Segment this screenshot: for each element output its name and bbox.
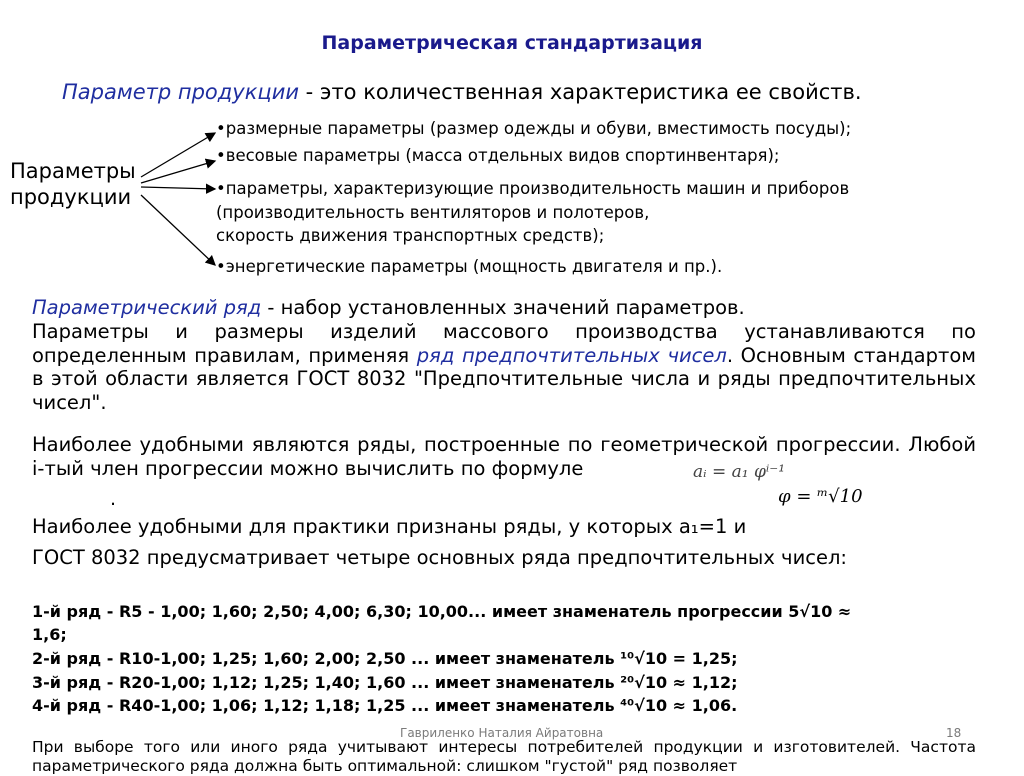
series-definition-text: - набор установленных значений параметров. — [261, 296, 745, 319]
page-title: Параметрическая стандартизация — [321, 32, 703, 54]
definition-paragraph — [62, 78, 970, 107]
arrow-1 — [141, 133, 215, 177]
bullet-item: •энергетические параметры (мощность двигателя и пр.). — [216, 257, 723, 276]
paragraph-gost-series: ГОСТ 8032 предусматривает четыре основных ряда предпочтительных чисел: — [32, 546, 848, 569]
series-line: 3-й ряд - R20-1,00; 1,12; 1,25; 1,40; 1,60 ... имеет знаменатель ²⁰√10 ≈ 1,12; — [32, 673, 738, 692]
series-line: 1,6; — [32, 625, 67, 644]
definition-text: - это количественная характеристика ее свойств. — [299, 80, 862, 104]
definition-term: Параметр продукции — [62, 80, 299, 104]
series-line: 2-й ряд - R10-1,00; 1,25; 1,60; 2,00; 2,50 ... имеет знаменатель ¹⁰√10 = 1,25; — [32, 649, 738, 668]
series-term: Параметрический ряд — [32, 296, 262, 319]
standards-text-b: . Основным стандартом в этой области является ГОСТ 8032 "Предпочтительные числа и ряды предпочтительных чисел". — [32, 343, 977, 414]
bullet-item-continued: скорость движения транспортных средств); — [216, 226, 605, 245]
preferred-numbers-term: ряд предпочтительных чисел — [416, 343, 727, 367]
arrow-4 — [141, 195, 215, 265]
series-line: 1-й ряд - R5 - 1,00; 1,60; 2,50; 4,00; 6,30; 10,00... имеет знаменатель прогрессии 5√10 ≈ — [32, 602, 852, 621]
paragraph-series-definition — [32, 296, 976, 320]
formula-term: aᵢ = a₁ φⁱ⁻¹ — [693, 462, 786, 482]
params-label: Параметры продукции — [10, 159, 136, 209]
arrow-3 — [141, 187, 215, 189]
series-line: 4-й ряд - R40-1,00; 1,06; 1,12; 1,18; 1,25 ... имеет знаменатель ⁴⁰√10 ≈ 1,06. — [32, 696, 738, 715]
paragraph-geometric-progression: Наиболее удобными являются ряды, построенные по геометрической прогрессии. Любой i-тый член прогрессии можно вычислить по формуле — [32, 433, 976, 480]
paragraph-standards — [32, 320, 976, 414]
paragraph-first-term: Наиболее удобными для практики признаны ряды, у которых a₁=1 и — [32, 515, 747, 538]
arrow-2 — [141, 161, 215, 183]
bullet-item: •размерные параметры (размер одежды и обуви, вместимость посуды); — [216, 119, 852, 138]
formula-dot: . — [110, 488, 117, 510]
footer-author: Гавриленко Наталия Айратовна — [400, 726, 604, 740]
formula-denominator: φ = ᵐ√10 — [778, 486, 863, 507]
bullet-item-continued: (производительность вентиляторов и полотеров, — [216, 203, 650, 222]
bottom-paragraph: При выборе того или иного ряда учитывают интересы потребителей продукции и изготовителей. Частота параметрического ряда должна быть оптимальной: слишком "густой" ряд позволяет — [32, 738, 976, 775]
bullet-item: •параметры, характеризующие производительность машин и приборов — [216, 179, 850, 198]
page-number: 18 — [946, 726, 962, 740]
bullet-item: •весовые параметры (масса отдельных видов спортинвентаря); — [216, 146, 780, 165]
standards-text-a: Параметры и размеры изделий массового производства устанавливаются по определенным правилам, применяя — [32, 320, 976, 367]
